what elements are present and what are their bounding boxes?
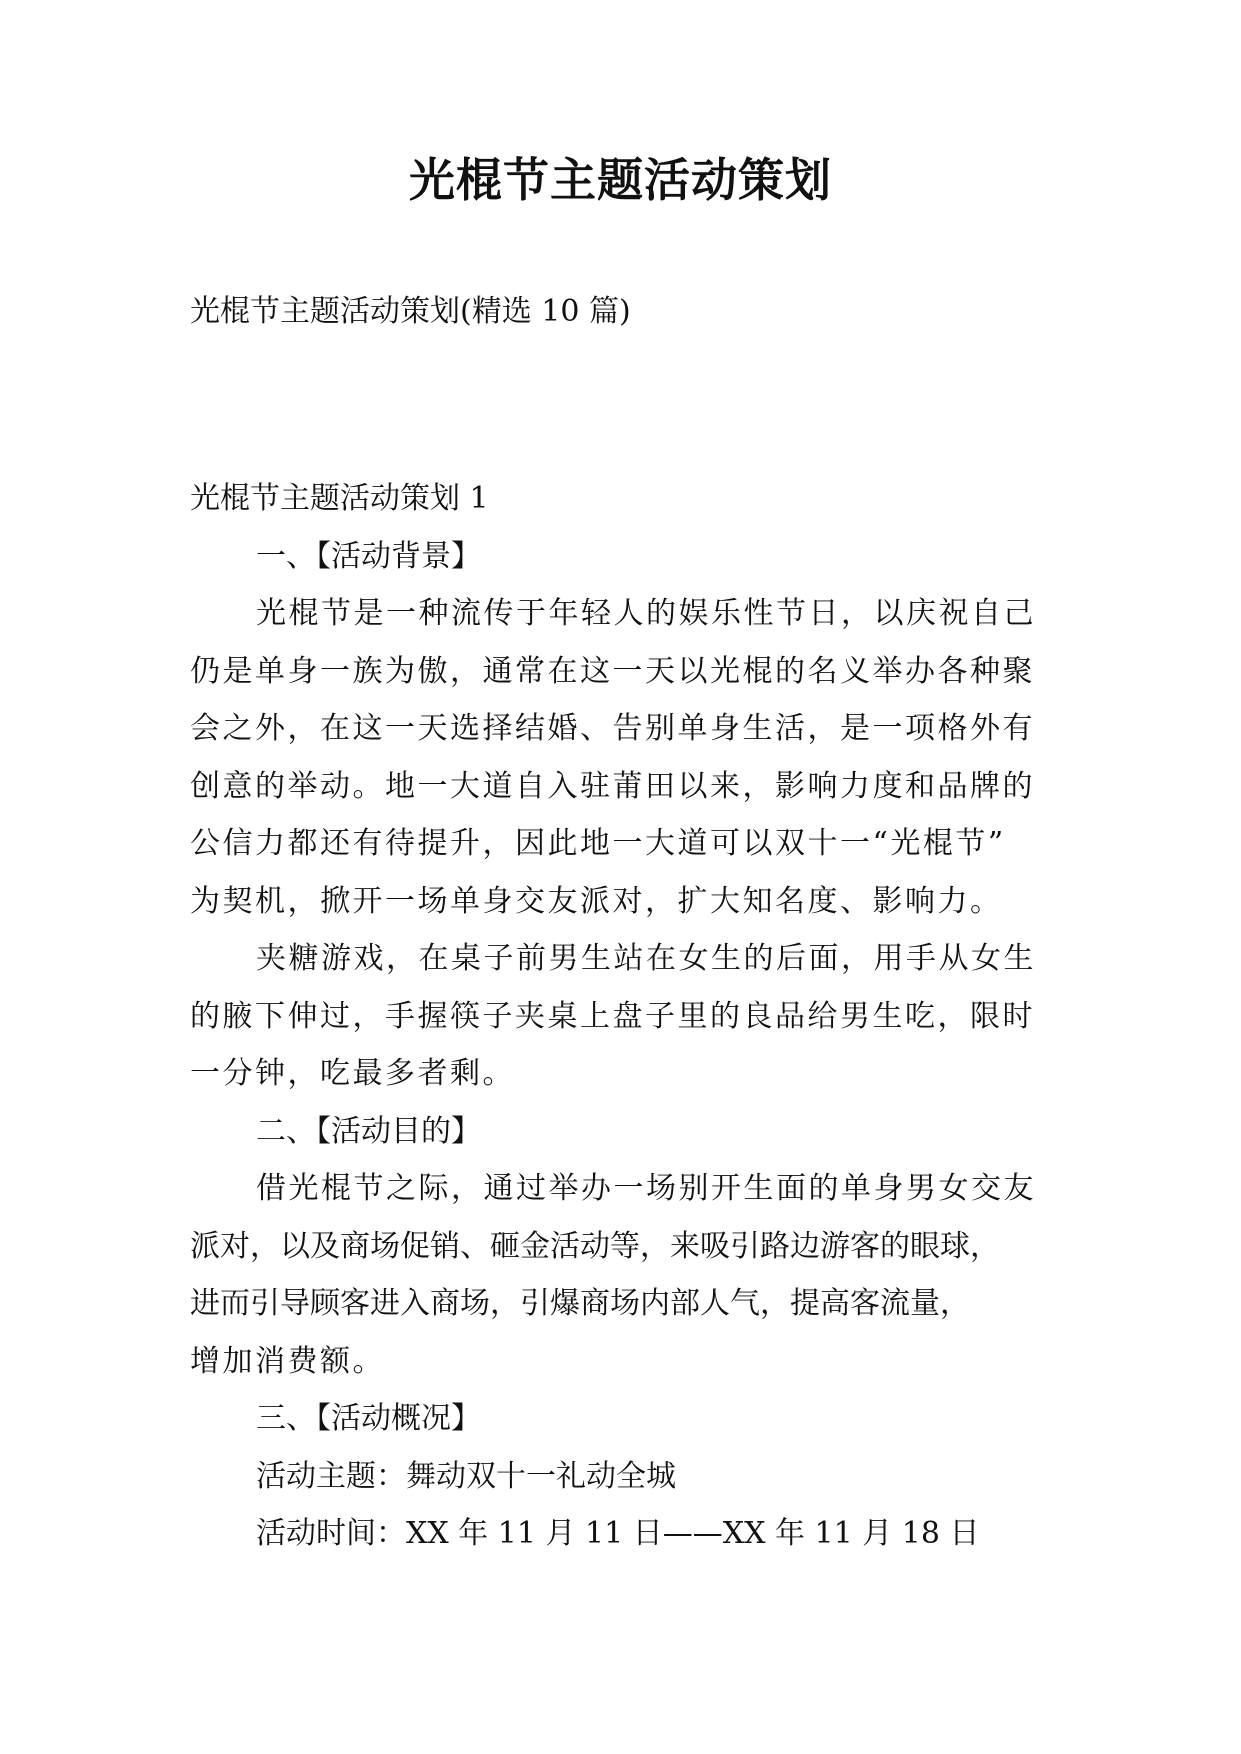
document-subtitle: 光棍节主题活动策划(精选 10 篇) [190, 294, 631, 329]
paragraph-line: 夹糖游戏，在桌子前男生站在女生的后面，用手从女生 [256, 941, 1036, 976]
paragraph-line: 一分钟，吃最多者剩。 [190, 1056, 515, 1091]
paragraph-line: 增加消费额。 [190, 1343, 385, 1379]
paragraph-line: 借光棍节之际，通过举办一场别开生面的单身男女交友 [256, 1171, 1036, 1206]
activity-theme: 活动主题：舞动双十一礼动全城 [256, 1458, 676, 1494]
paragraph-line: 仍是单身一族为傲，通常在这一天以光棍的名义举办各种聚 [190, 653, 1035, 689]
paragraph-line: 的腋下伸过，手握筷子夹桌上盘子里的良品给男生吃，限时 [190, 998, 1035, 1034]
section-heading-1: 光棍节主题活动策划 1 [190, 481, 489, 516]
paragraph-line: 派对，以及商场促销、砸金活动等，来吸引路边游客的眼球， [190, 1228, 1000, 1264]
paragraph-line: 公信力都还有待提升，因此地一大道可以双十一“光棍节” [190, 826, 1006, 861]
paragraph-line: 会之外，在这一天选择结婚、告别单身生活，是一项格外有 [190, 711, 1035, 746]
heading-purpose: 二、【活动目的】 [256, 1113, 481, 1149]
paragraph-line: 光棍节是一种流传于年轻人的娱乐性节日，以庆祝自己 [256, 596, 1036, 631]
document-title: 光棍节主题活动策划 [409, 153, 832, 207]
activity-time: 活动时间：XX 年 11 月 11 日——XX 年 11 月 18 日 [256, 1516, 980, 1551]
document-body [190, 470, 1065, 1563]
paragraph-line: 创意的举动。地一大道自入驻莆田以来，影响力度和品牌的 [190, 768, 1035, 804]
heading-background: 一、【活动背景】 [256, 538, 481, 574]
paragraph-line: 进而引导顾客进入商场，引爆商场内部人气，提高客流量， [190, 1286, 970, 1321]
heading-overview: 三、【活动概况】 [256, 1401, 481, 1436]
paragraph-line: 为契机，掀开一场单身交友派对，扩大知名度、影响力。 [190, 883, 1003, 919]
